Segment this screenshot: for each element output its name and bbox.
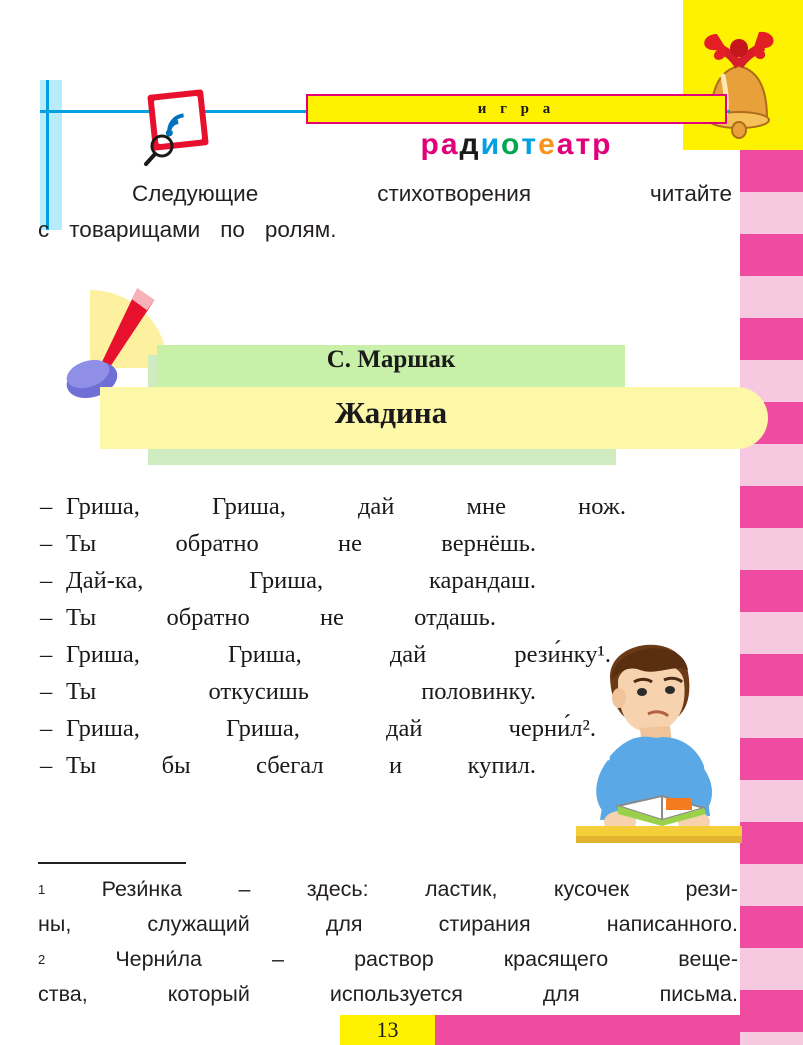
poem-word: не <box>338 530 363 557</box>
poem-word: Гриша, <box>66 641 140 668</box>
footnote-line <box>38 872 738 907</box>
section-title-letter: т <box>521 128 539 161</box>
footnote-word: – <box>238 877 251 901</box>
footnote-word: рези- <box>685 877 738 901</box>
intro-word: товарищами <box>69 217 201 242</box>
section-title-letter: д <box>459 128 481 161</box>
poem-line <box>40 525 640 562</box>
right-margin-strip <box>740 0 803 1045</box>
poem-word: рези́нку¹. <box>514 641 611 668</box>
footnote-word: здесь: <box>306 877 369 901</box>
footnote-word: кусочек <box>553 877 630 901</box>
footnote-word: красящего <box>503 947 609 971</box>
footnote-divider <box>38 862 186 864</box>
poem-word: Гриша, <box>226 715 300 742</box>
poem-word: бы <box>161 752 191 779</box>
footnote-word: ства, <box>38 982 88 1006</box>
game-label: и г р а <box>306 94 727 124</box>
section-title-letter: а <box>556 128 576 161</box>
intro-word: ролям. <box>264 217 337 242</box>
left-color-tab <box>40 80 62 230</box>
poem-word: обратно <box>166 604 250 631</box>
poem-body <box>40 488 640 784</box>
poem-line <box>40 599 640 636</box>
poem-word: обратно <box>175 530 259 557</box>
footnote-word: ластик, <box>424 877 498 901</box>
poem-line <box>40 747 640 784</box>
poem-word: нож. <box>578 493 626 520</box>
footnote-marker: 1 <box>38 882 46 897</box>
footnote-word: веще- <box>678 947 738 971</box>
section-title-letter: е <box>538 128 557 161</box>
poem-word: дай <box>357 493 395 520</box>
poem-word: Ты <box>66 530 97 557</box>
poem-line <box>40 562 640 599</box>
poem-word: и <box>389 752 403 779</box>
footnote-word: написанного. <box>606 912 738 936</box>
poem-word: откусишь <box>208 678 309 705</box>
poem-word: вернёшь. <box>441 530 536 557</box>
poem-word: Гриша, <box>211 493 286 520</box>
footnote-word: раствор <box>354 947 434 971</box>
poem-word: не <box>319 604 344 631</box>
section-title-letter: и <box>480 128 502 161</box>
intro-word: по <box>220 217 245 242</box>
section-title-letter: р <box>592 128 613 161</box>
poem-word: Ты <box>66 604 97 631</box>
poem-word: Ты <box>66 752 97 779</box>
left-tab-rule <box>46 80 49 230</box>
footnote-line <box>38 977 738 1012</box>
poem-word: мне <box>466 493 507 520</box>
poem-author: С. Маршак <box>326 346 456 373</box>
poem-word: Гриша, <box>227 641 302 668</box>
footnote-marker: 2 <box>38 952 46 967</box>
poem-word: Гриша, <box>66 715 140 742</box>
poem-word: Гриша, <box>249 567 324 594</box>
footnote-word: ны, <box>38 912 72 936</box>
poem-line <box>40 710 640 747</box>
poem-word: купил. <box>467 752 536 779</box>
poem-word: дай <box>389 641 427 668</box>
poem-word: сбегал <box>256 752 324 779</box>
section-title-letter: р <box>420 128 441 161</box>
intro-word: читайте <box>650 181 732 206</box>
poem-word: половинку. <box>421 678 536 705</box>
poem-line-dash: – <box>40 493 53 520</box>
poem-line-dash: – <box>40 641 53 668</box>
poem-line-dash: – <box>40 530 53 557</box>
footnote-word: Черни́ла <box>115 947 202 971</box>
section-title-letter: о <box>501 128 522 161</box>
footnote-line <box>38 942 738 977</box>
footnote-word: служащий <box>147 912 250 936</box>
poem-line <box>40 636 640 673</box>
poem-line <box>40 673 640 710</box>
intro-word: с <box>38 217 50 242</box>
footnote-word: для <box>542 982 580 1006</box>
footnotes <box>38 872 738 1012</box>
intro-word: стихотворения <box>377 181 532 206</box>
boy-with-book-illustration <box>570 620 735 855</box>
poem-line-dash: – <box>40 678 53 705</box>
section-title-letter: т <box>575 128 593 161</box>
poem-word: карандаш. <box>429 567 536 594</box>
poem-word: Дай-ка, <box>66 567 144 594</box>
section-title-letter: а <box>440 128 460 161</box>
page-title: Жадина <box>334 395 448 430</box>
poem-line-dash: – <box>40 715 53 742</box>
poem-line-dash: – <box>40 752 53 779</box>
section-title <box>306 128 727 162</box>
footnote-word: Рези́нка <box>101 877 183 901</box>
poem-line-dash: – <box>40 567 53 594</box>
poem-word: Гриша, <box>66 493 140 520</box>
footnote-word: который <box>167 982 250 1006</box>
radio-microphone-icon <box>140 88 218 168</box>
poem-word: дай <box>386 715 423 742</box>
poem-word: черни́л². <box>508 715 596 742</box>
poem-line <box>40 488 640 525</box>
poem-word: отдашь. <box>414 604 496 631</box>
footnote-line <box>38 907 738 942</box>
footnote-word: используется <box>329 982 463 1006</box>
poem-line-dash: – <box>40 604 53 631</box>
footnote-word: стирания <box>438 912 531 936</box>
footnote-word: – <box>272 947 284 971</box>
intro-word: Следующие <box>132 181 259 206</box>
poem-word: Ты <box>66 678 97 705</box>
page-number: 13 <box>376 1017 399 1042</box>
footnote-word: для <box>325 912 363 936</box>
footnote-word: письма. <box>659 982 738 1006</box>
intro-paragraph <box>38 176 732 248</box>
